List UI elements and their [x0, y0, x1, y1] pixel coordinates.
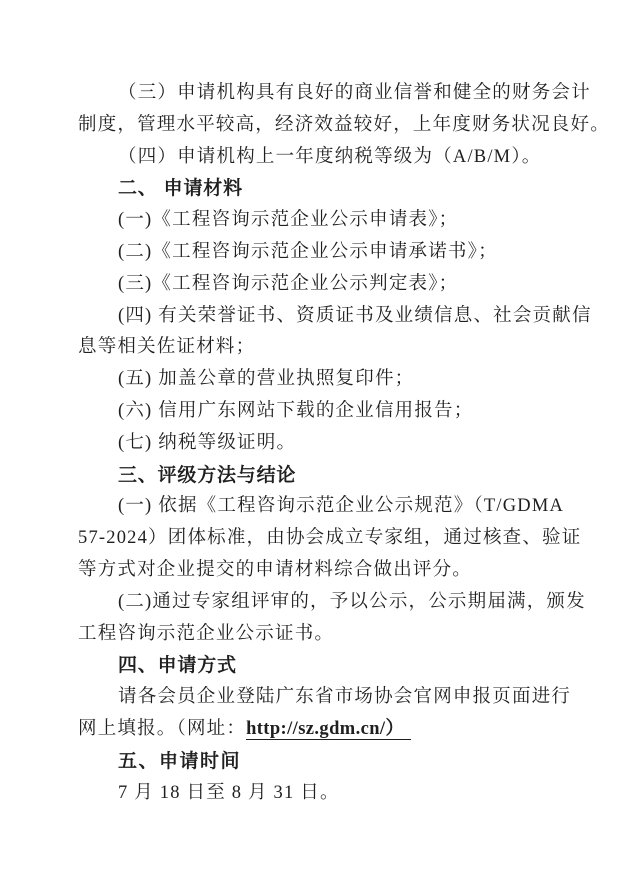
section-heading: 三、评级方法与结论	[118, 464, 297, 486]
text-line: (一)《工程咨询示范企业公示申请表》；	[118, 210, 459, 231]
text-line: (四) 有关荣誉证书、资质证书及业绩信息、社会贡献信	[118, 305, 592, 326]
text-line: 制度，管理水平较高，经济效益较好，上年度财务状况良好。	[78, 114, 610, 135]
text-line: （三）申请机构具有良好的商业信誉和健全的财务会计	[118, 83, 591, 103]
text-line: (七) 纳税等级证明。	[118, 432, 297, 453]
section-heading: 五、申请时间	[118, 750, 242, 772]
text-segment: 网上填报。（网址：	[78, 718, 247, 739]
text-line: (三)《工程咨询示范企业公示判定表》；	[118, 273, 459, 294]
text-line	[78, 714, 563, 746]
text-line: 息等相关佐证材料；	[78, 337, 256, 358]
text-line: (六) 信用广东网站下载的企业信用报告；	[118, 400, 474, 421]
section-heading: 二、 申请材料	[118, 178, 243, 200]
text-line: 57-2024）团体标准，由协会成立专家组，通过核查、验证	[78, 528, 582, 549]
text-line: (二)《工程咨询示范企业公示申请承诺书》；	[118, 241, 498, 262]
section-heading: 四、申请方式	[118, 655, 237, 677]
text-line: (一) 依据《工程咨询示范企业公示规范》（T/GDMA	[118, 496, 565, 517]
text-line: 等方式对企业提交的申请材料综合做出评分。	[78, 559, 473, 580]
text-line: 7 月 18 日至 8 月 31 日。	[118, 782, 340, 803]
text-line: 请各会员企业登陆广东省市场协会官网申报页面进行	[118, 687, 572, 708]
text-line: （四）申请机构上一年度纳税等级为（A/B/M）。	[118, 146, 542, 167]
text-line: (二)通过专家组评审的，予以公示，公示期届满，颁发	[118, 591, 586, 612]
text-line: (五) 加盖公章的营业执照复印件；	[118, 369, 415, 390]
document-body	[78, 78, 610, 809]
text-line: 工程咨询示范企业公示证书。	[78, 623, 335, 644]
website-link[interactable]: http://sz.gdm.cn/）	[246, 719, 411, 740]
